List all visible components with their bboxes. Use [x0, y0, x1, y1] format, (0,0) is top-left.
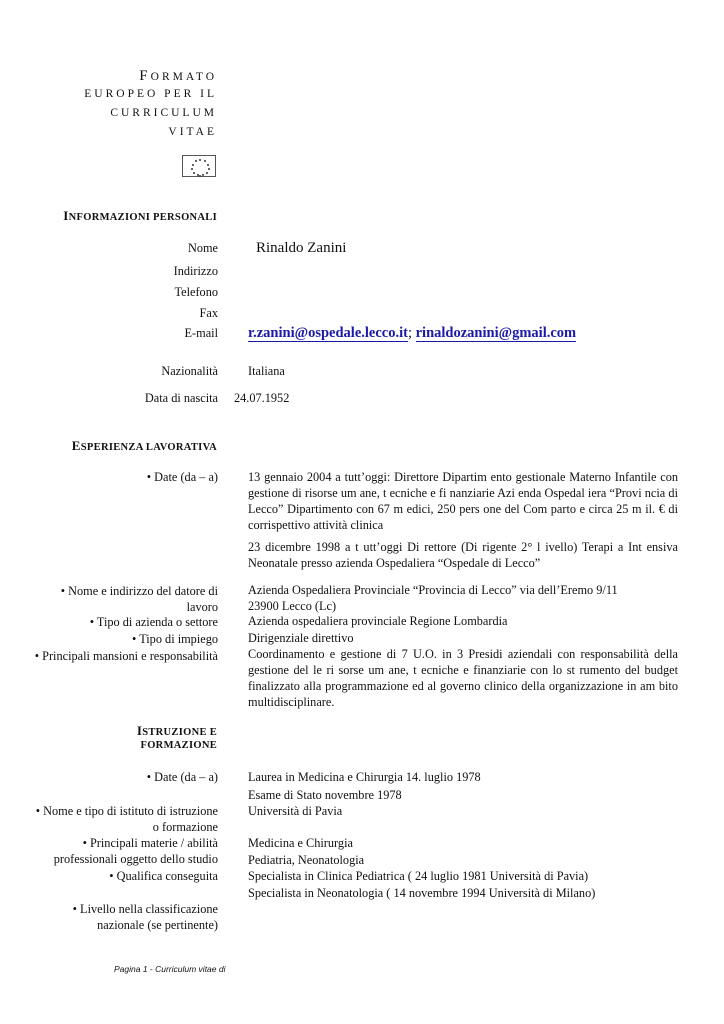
- name-value: Rinaldo Zanini: [256, 240, 347, 256]
- job-type-label: • Tipo di impiego: [132, 632, 218, 646]
- section-work-experience: [72, 438, 217, 454]
- institute-label: • Nome e tipo di istituto di istruzione o formazione: [35, 804, 218, 834]
- section-education-line-1: [137, 723, 217, 739]
- cv-title-line-1-text: ORMATO: [150, 71, 217, 83]
- section-personal-title: NFORMAZIONI PERSONALI: [68, 212, 217, 223]
- employer-label: • Nome e indirizzo del datore di lavoro: [60, 584, 218, 614]
- nationality-label: Nazionalità: [161, 364, 218, 378]
- employer-value-line-1: Azienda Ospedaliera Provinciale “Provincia di Lecco” via dell’Eremo 9/11: [248, 583, 618, 597]
- cv-title-line-1: [139, 68, 217, 85]
- qualification-value-1: Specialista in Clinica Pediatrica ( 24 luglio 1981 Università di Pavia): [248, 869, 589, 883]
- edu-date-value-2: Esame di Stato novembre 1978: [248, 788, 402, 802]
- duties-value: Coordinamento e gestione di 7 U.O. in 3 Presidi aziendali con responsabilità della gestione del le ri sorse um ane, t ecniche e finanziarie con lo st rumento del budget finalizzato alla programmazione ed al governo clinico della organizzazione in am bito multidisciplinare.: [248, 647, 678, 709]
- qualification-value-2: Specialista in Neonatologia ( 14 novembre 1994 Università di Milano): [248, 886, 596, 900]
- section-education-line-2: FORMAZIONE: [140, 740, 217, 751]
- employer-value-line-2: 23900 Lecco (Lc): [248, 599, 337, 613]
- address-label: Indirizzo: [173, 264, 218, 278]
- job-type-value: Dirigenziale direttivo: [248, 631, 354, 645]
- edu-date-label: • Date (da – a): [146, 770, 218, 784]
- level-label: • Livello nella classificazione nazionale (se pertinente): [72, 902, 218, 932]
- edu-date-value-1: Laurea in Medicina e Chirurgia 14. luglio 1978: [248, 770, 481, 784]
- institute-value: Università di Pavia: [248, 804, 343, 818]
- fax-label: Fax: [199, 306, 218, 320]
- section-work-title: SPERIENZA LAVORATIVA: [80, 442, 217, 453]
- phone-label: Telefono: [174, 285, 218, 299]
- subjects-value-2: Pediatria, Neonatologia: [248, 853, 365, 867]
- cv-title-line-4: VITAE: [168, 126, 217, 138]
- company-type-label: • Tipo di azienda o settore: [89, 615, 218, 629]
- cv-title-line-3: CURRICULUM: [110, 107, 217, 119]
- email-link-work[interactable]: r.zanini@ospedale.lecco.it: [248, 325, 408, 341]
- cv-title-initial: F: [139, 68, 151, 84]
- email-link-personal[interactable]: rinaldozanini@gmail.com: [415, 325, 577, 341]
- section-education-initial: I: [136, 723, 143, 738]
- work-date-label: • Date (da – a): [146, 470, 218, 484]
- cv-title-line-2: EUROPEO PER IL: [84, 88, 217, 100]
- birth-date-value: 24.07.1952: [234, 391, 290, 405]
- nationality-value: Italiana: [248, 364, 285, 378]
- name-label: Nome: [187, 241, 218, 255]
- page-footer: Pagina 1 - Curriculum vitae di: [114, 964, 226, 974]
- section-education-title: STRUZIONE E: [142, 727, 217, 738]
- work-date-paragraph-2: 23 dicembre 1998 a t utt’oggi Di rettore (Di rigente 2° l ivello) Terapi a Int ensiva Neonatale presso azienda Ospedaliera “Ospedale di Lecco”: [248, 540, 678, 570]
- section-work-initial: E: [71, 438, 81, 453]
- subjects-value-1: Medicina e Chirurgia: [248, 836, 353, 850]
- birth-date-label: Data di nascita: [144, 391, 218, 405]
- subjects-label: • Principali materie / abilità professionali oggetto dello studio: [53, 836, 218, 866]
- qualification-label: • Qualifica conseguita: [109, 869, 218, 883]
- section-personal-info: [63, 208, 217, 224]
- section-personal-initial: I: [63, 208, 69, 223]
- work-date-paragraph-1: 13 gennaio 2004 a tutt’oggi: Direttore Dipartim ento gestionale Materno Infantile con gestione di risorse um ane, t ecniche e fi nanziarie Azi enda Ospedal iera “Provi ncia di Lecco” Dipartimento con 67 m edici, 250 pers one del Com parto e circa 25 m il. € di corrispettivo attività clinica: [248, 470, 678, 532]
- duties-label: • Principali mansioni e responsabilità: [34, 649, 218, 663]
- company-type-value: Azienda ospedaliera provinciale Regione Lombardia: [248, 614, 508, 628]
- email-separator: ;: [407, 325, 412, 341]
- eu-flag-icon: [182, 155, 216, 177]
- email-label: E-mail: [184, 326, 218, 340]
- email-values: [248, 324, 678, 342]
